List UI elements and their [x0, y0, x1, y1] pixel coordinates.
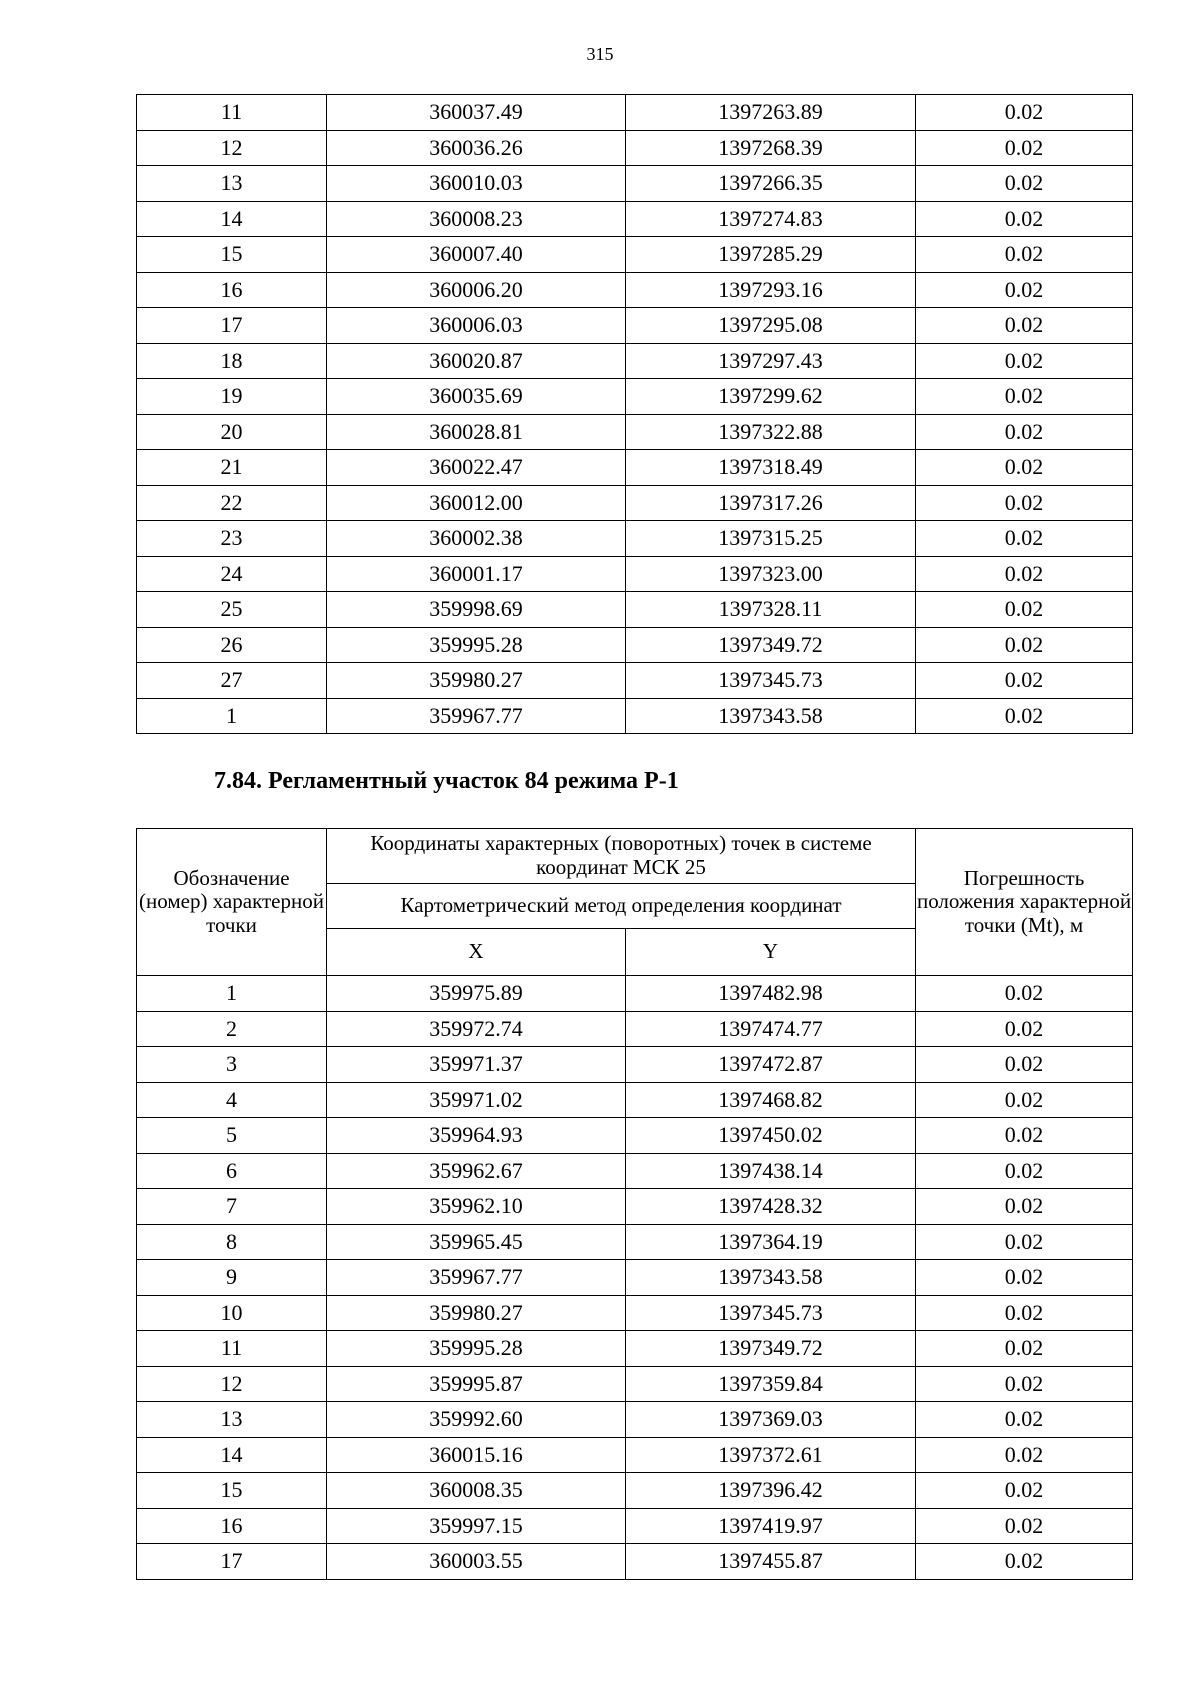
point-number-cell: 15: [137, 237, 327, 273]
error-cell: 0.02: [916, 556, 1133, 592]
table-row: [137, 414, 1133, 450]
x-coordinate-cell: 360008.35: [327, 1473, 626, 1509]
error-cell: 0.02: [916, 1295, 1133, 1331]
error-cell: 0.02: [916, 1508, 1133, 1544]
x-coordinate-cell: 359967.77: [327, 698, 626, 734]
x-coordinate-cell: 360010.03: [327, 166, 626, 202]
table-row: [137, 1295, 1133, 1331]
y-coordinate-cell: 1397268.39: [626, 130, 916, 166]
y-coordinate-cell: 1397315.25: [626, 521, 916, 557]
x-coordinate-cell: 359971.02: [327, 1082, 626, 1118]
y-coordinate-cell: 1397369.03: [626, 1402, 916, 1438]
y-coordinate-cell: 1397299.62: [626, 379, 916, 415]
y-coordinate-cell: 1397359.84: [626, 1366, 916, 1402]
table-row: [137, 698, 1133, 734]
error-cell: 0.02: [916, 1473, 1133, 1509]
point-number-cell: 7: [137, 1189, 327, 1225]
x-coordinate-cell: 360028.81: [327, 414, 626, 450]
point-number-cell: 11: [137, 95, 327, 131]
y-coordinate-cell: 1397472.87: [626, 1047, 916, 1083]
error-cell: 0.02: [916, 1260, 1133, 1296]
error-cell: 0.02: [916, 379, 1133, 415]
table-row: [137, 1153, 1133, 1189]
point-number-cell: 13: [137, 166, 327, 202]
y-coordinate-cell: 1397474.77: [626, 1011, 916, 1047]
point-number-cell: 14: [137, 1437, 327, 1473]
y-coordinate-cell: 1397322.88: [626, 414, 916, 450]
point-number-cell: 11: [137, 1331, 327, 1367]
x-coordinate-cell: 359980.27: [327, 1295, 626, 1331]
error-cell: 0.02: [916, 1153, 1133, 1189]
table-row: [137, 1473, 1133, 1509]
point-number-cell: 2: [137, 1011, 327, 1047]
error-cell: 0.02: [916, 485, 1133, 521]
error-cell: 0.02: [916, 343, 1133, 379]
x-coordinate-cell: 359997.15: [327, 1508, 626, 1544]
y-coordinate-cell: 1397323.00: [626, 556, 916, 592]
point-number-cell: 3: [137, 1047, 327, 1083]
table-row: [137, 1011, 1133, 1047]
x-coordinate-cell: 359995.87: [327, 1366, 626, 1402]
table-row: [137, 1402, 1133, 1438]
x-coordinate-cell: 359995.28: [327, 1331, 626, 1367]
y-coordinate-cell: 1397419.97: [626, 1508, 916, 1544]
y-coordinate-cell: 1397285.29: [626, 237, 916, 273]
error-cell: 0.02: [916, 201, 1133, 237]
point-number-cell: 1: [137, 976, 327, 1012]
table-row: [137, 1082, 1133, 1118]
x-coordinate-cell: 359962.10: [327, 1189, 626, 1225]
point-number-cell: 19: [137, 379, 327, 415]
error-cell: 0.02: [916, 1366, 1133, 1402]
table-row: [137, 1047, 1133, 1083]
error-cell: 0.02: [916, 450, 1133, 486]
error-cell: 0.02: [916, 1011, 1133, 1047]
y-coordinate-cell: 1397345.73: [626, 663, 916, 699]
table-row: [137, 485, 1133, 521]
y-coordinate-cell: 1397318.49: [626, 450, 916, 486]
x-coordinate-cell: 360006.03: [327, 308, 626, 344]
error-cell: 0.02: [916, 272, 1133, 308]
y-coordinate-cell: 1397274.83: [626, 201, 916, 237]
error-cell: 0.02: [916, 1224, 1133, 1260]
y-coordinate-cell: 1397297.43: [626, 343, 916, 379]
error-cell: 0.02: [916, 1118, 1133, 1154]
point-number-cell: 13: [137, 1402, 327, 1438]
y-coordinate-cell: 1397343.58: [626, 1260, 916, 1296]
table-row: [137, 379, 1133, 415]
x-coordinate-cell: 360037.49: [327, 95, 626, 131]
y-coordinate-cell: 1397263.89: [626, 95, 916, 131]
x-coordinate-cell: 359980.27: [327, 663, 626, 699]
table-row: [137, 1224, 1133, 1260]
x-coordinate-cell: 359964.93: [327, 1118, 626, 1154]
point-number-cell: 14: [137, 201, 327, 237]
x-coordinate-cell: 359995.28: [327, 627, 626, 663]
error-cell: 0.02: [916, 592, 1133, 628]
table-row: [137, 1189, 1133, 1225]
table-row: [137, 1366, 1133, 1402]
x-coordinate-cell: 360035.69: [327, 379, 626, 415]
x-coordinate-cell: 359962.67: [327, 1153, 626, 1189]
y-coordinate-cell: 1397293.16: [626, 272, 916, 308]
table-row: [137, 1544, 1133, 1580]
y-coordinate-cell: 1397343.58: [626, 698, 916, 734]
error-cell: 0.02: [916, 698, 1133, 734]
point-number-cell: 17: [137, 308, 327, 344]
table-row: [137, 130, 1133, 166]
header-point-designation: Обозначение (номер) характерной точки: [137, 829, 327, 976]
error-cell: 0.02: [916, 166, 1133, 202]
point-number-cell: 23: [137, 521, 327, 557]
table-row: [137, 521, 1133, 557]
y-coordinate-cell: 1397396.42: [626, 1473, 916, 1509]
table-row: [137, 201, 1133, 237]
x-coordinate-cell: 360015.16: [327, 1437, 626, 1473]
x-coordinate-cell: 360003.55: [327, 1544, 626, 1580]
error-cell: 0.02: [916, 414, 1133, 450]
point-number-cell: 20: [137, 414, 327, 450]
x-coordinate-cell: 360006.20: [327, 272, 626, 308]
table-row: [137, 343, 1133, 379]
table-row: [137, 976, 1133, 1012]
table-row: [137, 166, 1133, 202]
coordinates-table-body: [137, 976, 1133, 1580]
y-coordinate-cell: 1397438.14: [626, 1153, 916, 1189]
x-coordinate-cell: 360022.47: [327, 450, 626, 486]
table-row: [137, 237, 1133, 273]
y-coordinate-cell: 1397364.19: [626, 1224, 916, 1260]
error-cell: 0.02: [916, 627, 1133, 663]
point-number-cell: 17: [137, 1544, 327, 1580]
error-cell: 0.02: [916, 1437, 1133, 1473]
point-number-cell: 4: [137, 1082, 327, 1118]
x-coordinate-cell: 360036.26: [327, 130, 626, 166]
table-row: [137, 308, 1133, 344]
error-cell: 0.02: [916, 1402, 1133, 1438]
error-cell: 0.02: [916, 1082, 1133, 1118]
y-coordinate-cell: 1397428.32: [626, 1189, 916, 1225]
coordinates-table-continued: [136, 94, 1133, 734]
x-coordinate-cell: 359975.89: [327, 976, 626, 1012]
x-coordinate-cell: 360020.87: [327, 343, 626, 379]
header-method: Картометрический метод определения координат: [327, 884, 916, 929]
page-number: 315: [586, 44, 614, 64]
x-coordinate-cell: 360002.38: [327, 521, 626, 557]
point-number-cell: 16: [137, 272, 327, 308]
point-number-cell: 5: [137, 1118, 327, 1154]
error-cell: 0.02: [916, 521, 1133, 557]
x-coordinate-cell: 359967.77: [327, 1260, 626, 1296]
header-position-error: Погрешность положения характерной точки (Mt), м: [916, 829, 1133, 976]
error-cell: 0.02: [916, 663, 1133, 699]
x-coordinate-cell: 359965.45: [327, 1224, 626, 1260]
table-header: [137, 829, 1133, 976]
point-number-cell: 25: [137, 592, 327, 628]
y-coordinate-cell: 1397450.02: [626, 1118, 916, 1154]
y-coordinate-cell: 1397266.35: [626, 166, 916, 202]
point-number-cell: 24: [137, 556, 327, 592]
table-row: [137, 1331, 1133, 1367]
point-number-cell: 12: [137, 130, 327, 166]
table-row: [137, 1260, 1133, 1296]
y-coordinate-cell: 1397372.61: [626, 1437, 916, 1473]
error-cell: 0.02: [916, 1189, 1133, 1225]
y-coordinate-cell: 1397328.11: [626, 592, 916, 628]
coordinates-table-body: [137, 95, 1133, 734]
table-row: [137, 272, 1133, 308]
table-row: [137, 556, 1133, 592]
x-coordinate-cell: 360008.23: [327, 201, 626, 237]
error-cell: 0.02: [916, 237, 1133, 273]
y-coordinate-cell: 1397317.26: [626, 485, 916, 521]
error-cell: 0.02: [916, 1331, 1133, 1367]
y-coordinate-cell: 1397349.72: [626, 627, 916, 663]
point-number-cell: 15: [137, 1473, 327, 1509]
section-title: 7.84. Регламентный участок 84 режима Р-1: [214, 768, 679, 794]
x-coordinate-cell: 360001.17: [327, 556, 626, 592]
table-row: [137, 95, 1133, 131]
error-cell: 0.02: [916, 130, 1133, 166]
point-number-cell: 16: [137, 1508, 327, 1544]
header-x: X: [327, 929, 626, 976]
point-number-cell: 27: [137, 663, 327, 699]
y-coordinate-cell: 1397468.82: [626, 1082, 916, 1118]
x-coordinate-cell: 359992.60: [327, 1402, 626, 1438]
y-coordinate-cell: 1397295.08: [626, 308, 916, 344]
y-coordinate-cell: 1397482.98: [626, 976, 916, 1012]
error-cell: 0.02: [916, 95, 1133, 131]
point-number-cell: 26: [137, 627, 327, 663]
table-row: [137, 592, 1133, 628]
point-number-cell: 21: [137, 450, 327, 486]
table-row: [137, 663, 1133, 699]
point-number-cell: 22: [137, 485, 327, 521]
point-number-cell: 9: [137, 1260, 327, 1296]
x-coordinate-cell: 359998.69: [327, 592, 626, 628]
error-cell: 0.02: [916, 1544, 1133, 1580]
header-coordinates-group: Координаты характерных (поворотных) точек в системе координат МСК 25: [327, 829, 916, 884]
table-row: [137, 450, 1133, 486]
table-row: [137, 1118, 1133, 1154]
point-number-cell: 1: [137, 698, 327, 734]
table-row: [137, 627, 1133, 663]
point-number-cell: 12: [137, 1366, 327, 1402]
table-row: [137, 1508, 1133, 1544]
table-row: [137, 1437, 1133, 1473]
y-coordinate-cell: 1397349.72: [626, 1331, 916, 1367]
x-coordinate-cell: 360007.40: [327, 237, 626, 273]
point-number-cell: 10: [137, 1295, 327, 1331]
error-cell: 0.02: [916, 308, 1133, 344]
y-coordinate-cell: 1397455.87: [626, 1544, 916, 1580]
error-cell: 0.02: [916, 1047, 1133, 1083]
x-coordinate-cell: 360012.00: [327, 485, 626, 521]
point-number-cell: 18: [137, 343, 327, 379]
point-number-cell: 8: [137, 1224, 327, 1260]
header-y: Y: [626, 929, 916, 976]
x-coordinate-cell: 359972.74: [327, 1011, 626, 1047]
error-cell: 0.02: [916, 976, 1133, 1012]
y-coordinate-cell: 1397345.73: [626, 1295, 916, 1331]
x-coordinate-cell: 359971.37: [327, 1047, 626, 1083]
point-number-cell: 6: [137, 1153, 327, 1189]
coordinates-table-84: [136, 828, 1133, 1580]
